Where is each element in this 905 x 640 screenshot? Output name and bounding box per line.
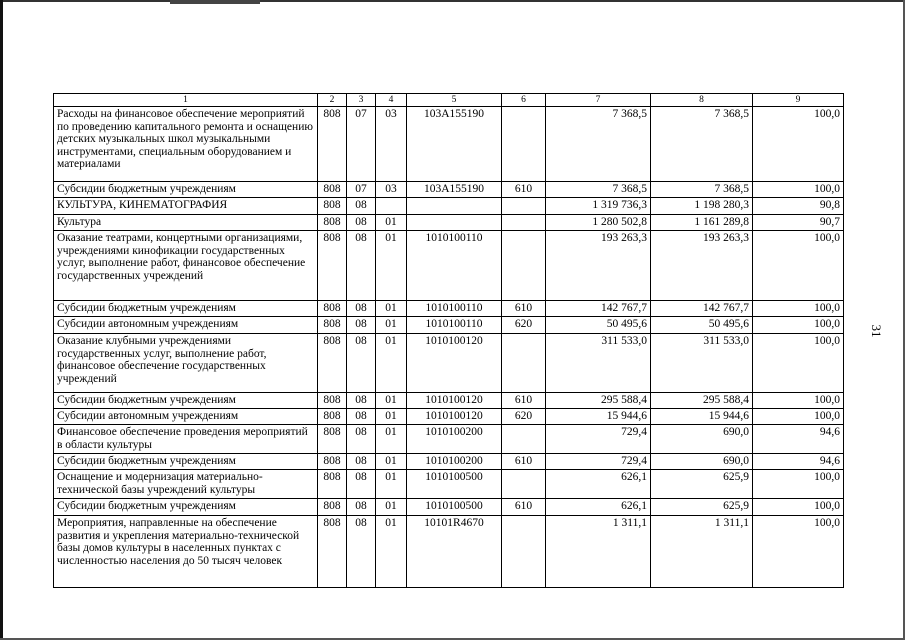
cell-rz: 08 [347,198,376,215]
table-row [54,215,844,231]
cell-gr: 808 [318,516,347,588]
cell-csr: 1010100120 [407,393,502,409]
cell-csr: 1010100500 [407,470,502,499]
cell-percent: 100,0 [753,334,844,393]
cell-percent: 100,0 [753,317,844,334]
table-row [54,393,844,409]
cell-fact: 193 263,3 [651,231,753,301]
cell-csr: 1010100120 [407,334,502,393]
table-row [54,516,844,588]
table-row [54,454,844,470]
col-header: 2 [318,94,347,107]
row-name: Субсидии автономным учреждениям [54,409,318,425]
cell-percent: 100,0 [753,231,844,301]
col-header: 9 [753,94,844,107]
cell-vr: 610 [502,393,546,409]
cell-fact: 7 368,5 [651,107,753,182]
cell-plan: 729,4 [546,454,651,470]
table-row [54,107,844,182]
table-row [54,301,844,317]
cell-pr: 01 [376,317,407,334]
cell-csr: 103А155190 [407,107,502,182]
col-header: 8 [651,94,753,107]
row-name: Культура [54,215,318,231]
cell-pr: 01 [376,425,407,454]
cell-csr: 1010100110 [407,231,502,301]
row-name: Расходы на финансовое обеспечение мероприятий по проведению капитального ремонта и оснащению детских музыкальных школ музыкальными инструментами, специальным оборудованием и материалами [54,107,318,182]
cell-plan: 50 495,6 [546,317,651,334]
cell-vr [502,470,546,499]
cell-plan: 15 944,6 [546,409,651,425]
row-name: Субсидии автономным учреждениям [54,317,318,334]
cell-vr [502,198,546,215]
cell-vr [502,334,546,393]
cell-vr: 610 [502,301,546,317]
cell-fact: 7 368,5 [651,182,753,198]
cell-percent: 100,0 [753,182,844,198]
cell-gr: 808 [318,107,347,182]
scan-frame-top [0,0,905,2]
cell-csr: 1010100200 [407,425,502,454]
cell-gr: 808 [318,215,347,231]
cell-pr: 03 [376,107,407,182]
cell-percent: 90,7 [753,215,844,231]
cell-fact: 295 588,4 [651,393,753,409]
table-row [54,425,844,454]
cell-gr: 808 [318,393,347,409]
scan-frame-left [0,0,3,640]
cell-gr: 808 [318,334,347,393]
cell-fact: 142 767,7 [651,301,753,317]
table-row [54,198,844,215]
cell-vr [502,107,546,182]
cell-rz: 08 [347,425,376,454]
cell-vr: 620 [502,317,546,334]
cell-rz: 08 [347,499,376,516]
col-header: 4 [376,94,407,107]
col-header: 3 [347,94,376,107]
row-name: Субсидии бюджетным учреждениям [54,301,318,317]
cell-gr: 808 [318,470,347,499]
cell-plan: 729,4 [546,425,651,454]
cell-percent: 100,0 [753,516,844,588]
table-row [54,317,844,334]
row-name: Финансовое обеспечение проведения мероприятий в области культуры [54,425,318,454]
cell-pr: 01 [376,301,407,317]
row-name: Мероприятия, направленные на обеспечение развития и укрепления материально-технической базы домов культуры в населенных пунктах с численностью населения до 50 тысяч человек [54,516,318,588]
cell-plan: 626,1 [546,499,651,516]
cell-vr [502,516,546,588]
cell-rz: 08 [347,215,376,231]
cell-plan: 1 311,1 [546,516,651,588]
cell-pr: 01 [376,409,407,425]
cell-percent: 100,0 [753,470,844,499]
cell-gr: 808 [318,499,347,516]
cell-vr [502,231,546,301]
cell-csr: 1010100500 [407,499,502,516]
cell-gr: 808 [318,409,347,425]
cell-fact: 50 495,6 [651,317,753,334]
cell-percent: 100,0 [753,301,844,317]
cell-pr: 01 [376,516,407,588]
cell-csr [407,198,502,215]
cell-csr: 10101R4670 [407,516,502,588]
cell-rz: 08 [347,470,376,499]
cell-plan: 311 533,0 [546,334,651,393]
cell-rz: 07 [347,182,376,198]
row-name: Субсидии бюджетным учреждениям [54,454,318,470]
cell-fact: 15 944,6 [651,409,753,425]
cell-csr: 1010100200 [407,454,502,470]
cell-pr: 01 [376,334,407,393]
cell-fact: 1 161 289,8 [651,215,753,231]
cell-gr: 808 [318,317,347,334]
cell-vr: 610 [502,454,546,470]
cell-csr: 1010100110 [407,317,502,334]
cell-gr: 808 [318,198,347,215]
cell-plan: 7 368,5 [546,182,651,198]
cell-rz: 08 [347,334,376,393]
cell-vr [502,425,546,454]
cell-percent: 94,6 [753,425,844,454]
cell-vr: 610 [502,182,546,198]
budget-table [53,93,844,588]
col-header: 7 [546,94,651,107]
cell-pr: 01 [376,454,407,470]
cell-pr: 03 [376,182,407,198]
cell-rz: 08 [347,409,376,425]
cell-plan: 626,1 [546,470,651,499]
cell-percent: 100,0 [753,499,844,516]
cell-plan: 1 280 502,8 [546,215,651,231]
cell-plan: 1 319 736,3 [546,198,651,215]
col-header: 5 [407,94,502,107]
cell-percent: 100,0 [753,409,844,425]
cell-fact: 690,0 [651,425,753,454]
header-row [54,94,844,107]
cell-pr [376,198,407,215]
cell-rz: 08 [347,393,376,409]
cell-csr [407,215,502,231]
cell-percent: 94,6 [753,454,844,470]
cell-gr: 808 [318,231,347,301]
table-row [54,499,844,516]
cell-gr: 808 [318,301,347,317]
col-header: 6 [502,94,546,107]
cell-pr: 01 [376,393,407,409]
cell-fact: 690,0 [651,454,753,470]
cell-rz: 08 [347,317,376,334]
table-row [54,231,844,301]
table-row [54,409,844,425]
col-header: 1 [54,94,318,107]
row-name: Оснащение и модернизация материально-технической базы учреждений культуры [54,470,318,499]
cell-pr: 01 [376,499,407,516]
cell-gr: 808 [318,182,347,198]
cell-vr: 620 [502,409,546,425]
cell-rz: 08 [347,454,376,470]
cell-csr: 1010100110 [407,301,502,317]
row-name: Оказание клубными учреждениями государственных услуг, выполнение работ, финансовое обеспечение государственных учреждений [54,334,318,393]
page-number: 31 [869,324,884,338]
scan-top-mark [170,0,260,4]
cell-csr: 103А155190 [407,182,502,198]
cell-rz: 08 [347,516,376,588]
row-name: Субсидии бюджетным учреждениям [54,499,318,516]
cell-fact: 1 198 280,3 [651,198,753,215]
row-name: Субсидии бюджетным учреждениям [54,182,318,198]
table-row [54,182,844,198]
cell-rz: 08 [347,231,376,301]
cell-fact: 625,9 [651,499,753,516]
cell-gr: 808 [318,454,347,470]
cell-vr [502,215,546,231]
table-row [54,334,844,393]
cell-fact: 625,9 [651,470,753,499]
row-name: КУЛЬТУРА, КИНЕМАТОГРАФИЯ [54,198,318,215]
cell-plan: 295 588,4 [546,393,651,409]
cell-pr: 01 [376,470,407,499]
cell-plan: 193 263,3 [546,231,651,301]
cell-vr: 610 [502,499,546,516]
cell-gr: 808 [318,425,347,454]
row-name: Субсидии бюджетным учреждениям [54,393,318,409]
cell-percent: 90,8 [753,198,844,215]
table-row [54,470,844,499]
cell-percent: 100,0 [753,393,844,409]
cell-percent: 100,0 [753,107,844,182]
cell-pr: 01 [376,215,407,231]
cell-rz: 07 [347,107,376,182]
row-name: Оказание театрами, концертными организациями, учреждениями кинофикации государственных услуг, выполнение работ, финансовое обеспечение государственных учреждений [54,231,318,301]
cell-plan: 142 767,7 [546,301,651,317]
cell-plan: 7 368,5 [546,107,651,182]
cell-pr: 01 [376,231,407,301]
cell-fact: 311 533,0 [651,334,753,393]
cell-csr: 1010100120 [407,409,502,425]
cell-rz: 08 [347,301,376,317]
cell-fact: 1 311,1 [651,516,753,588]
